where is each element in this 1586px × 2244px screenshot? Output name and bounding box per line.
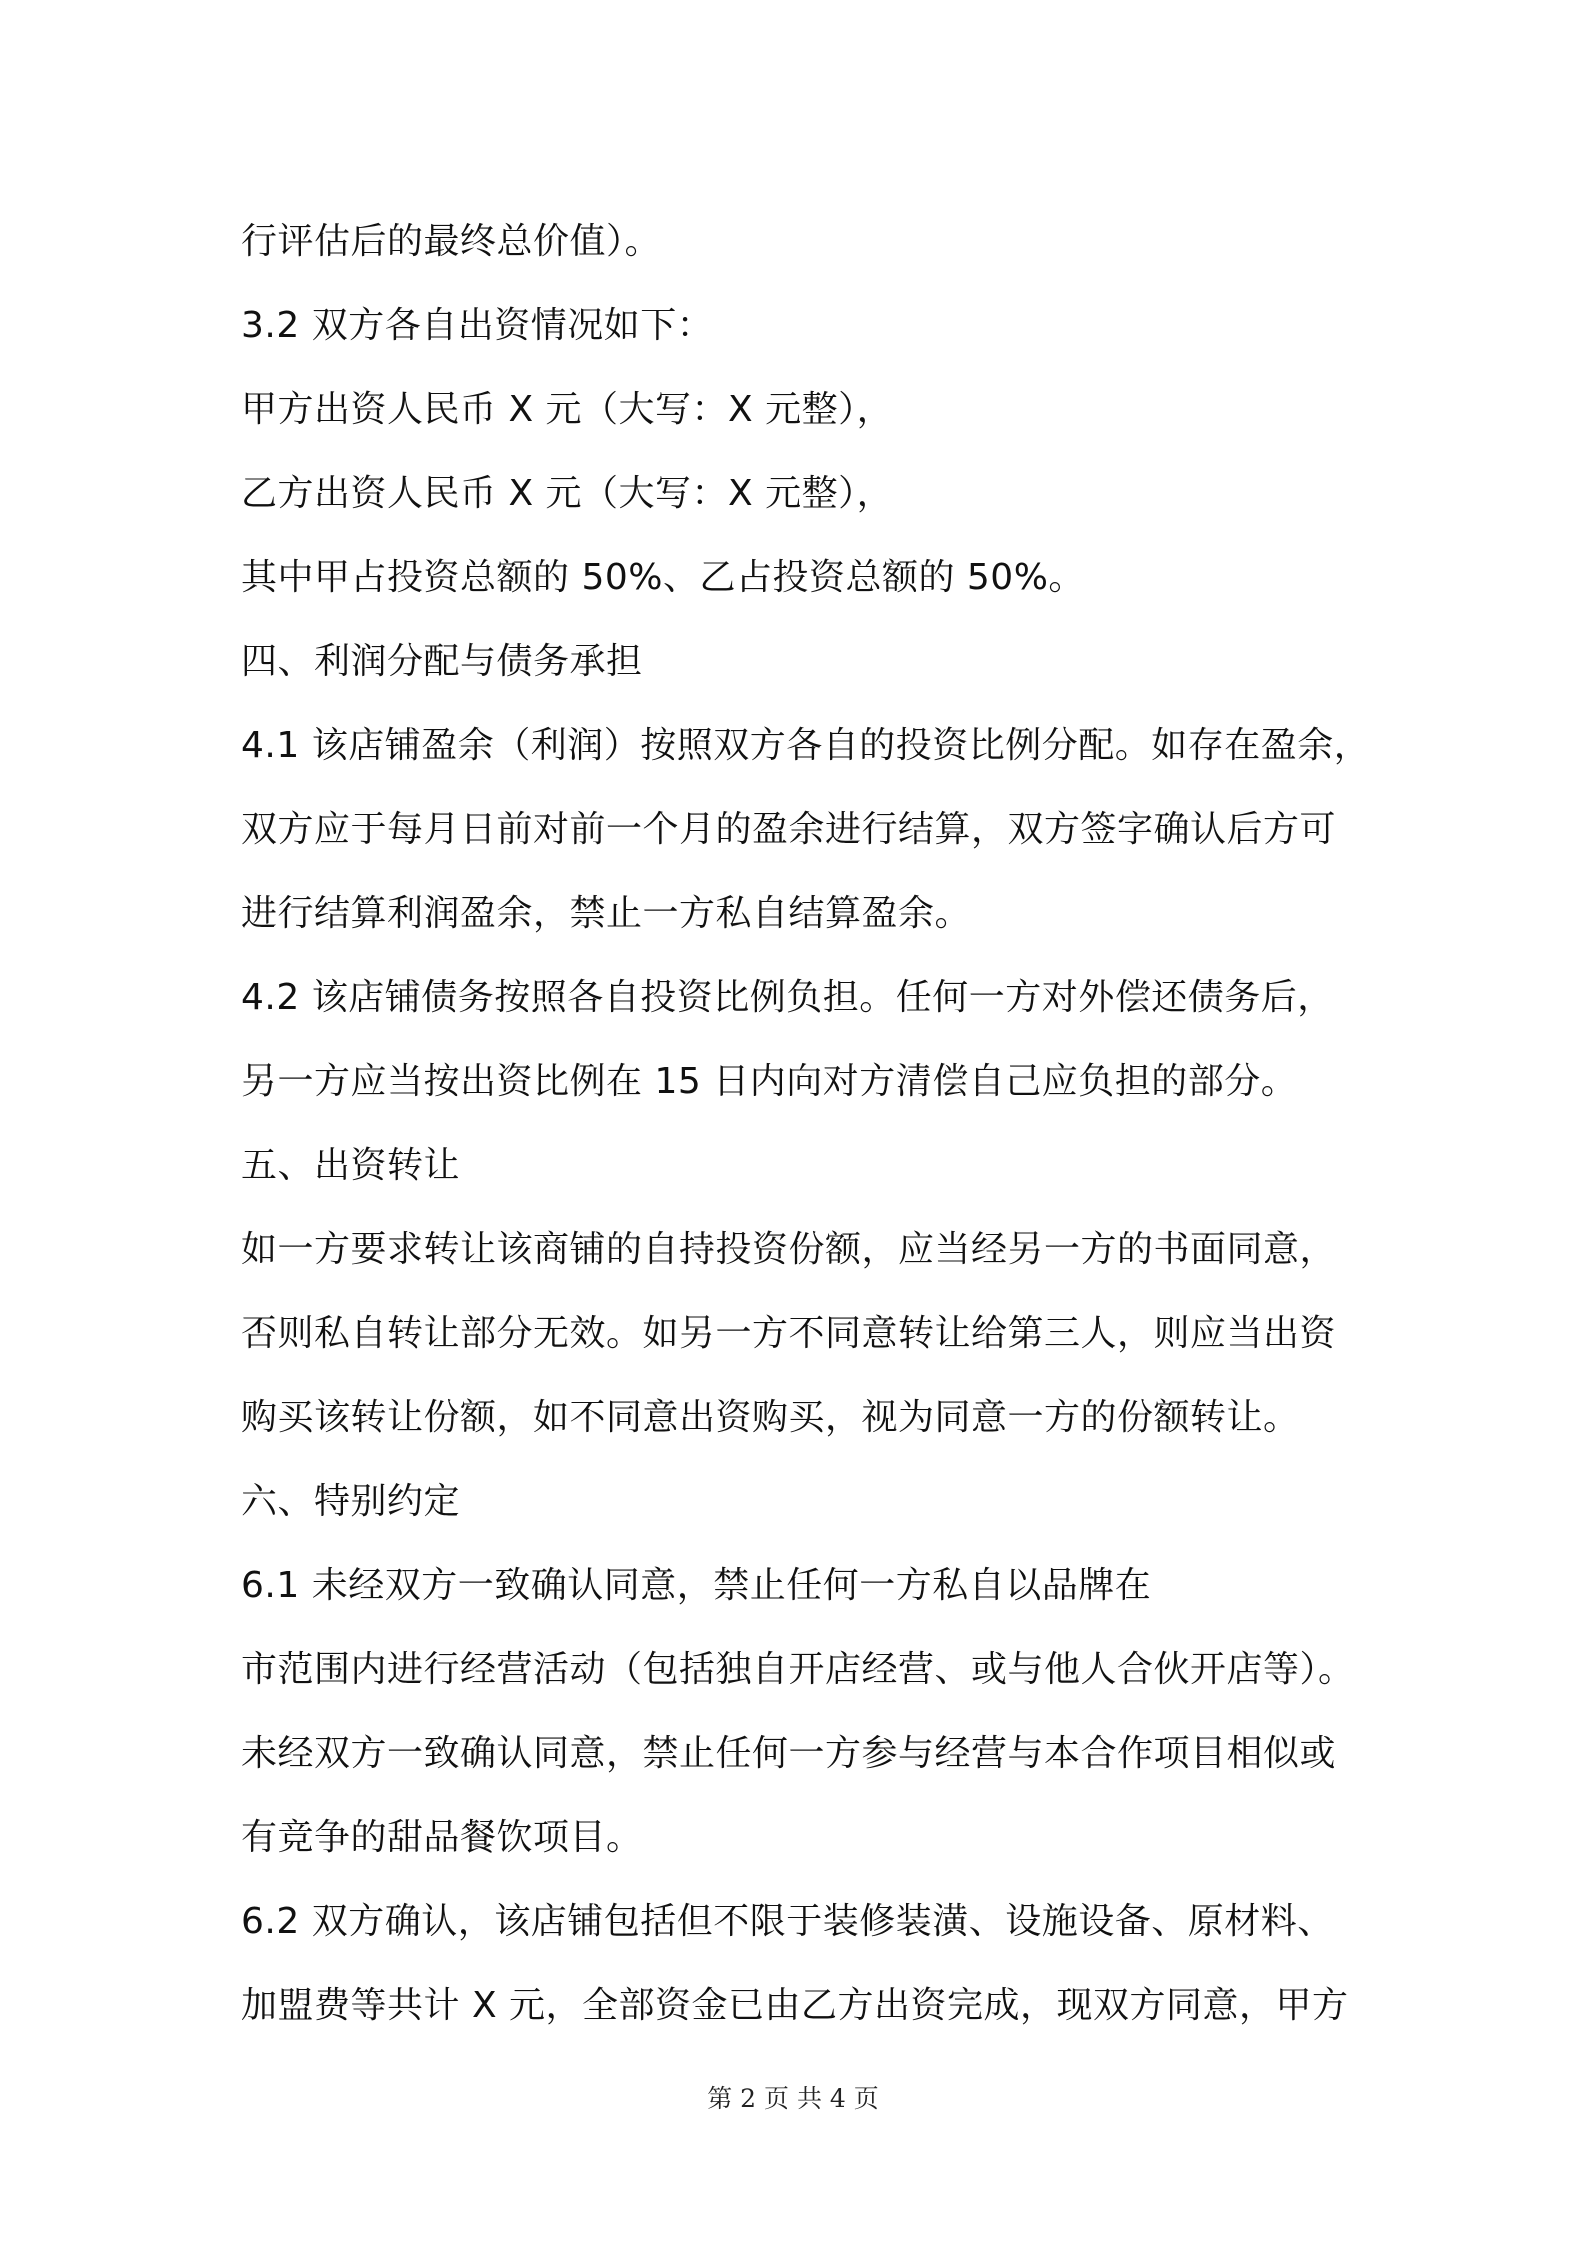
section-heading-5: 五、出资转让 [241, 1145, 461, 1186]
body-line: 市范围内进行经营活动（包括独自开店经营、或与他人合伙开店等）。 [241, 1649, 1355, 1690]
body-line: 未经双方一致确认同意，禁止任何一方参与经营与本合作项目相似或 [241, 1733, 1337, 1774]
document-body [241, 200, 1371, 2048]
body-line: 进行结算利润盈余，禁止一方私自结算盈余。 [241, 893, 972, 934]
body-line: 如一方要求转让该商铺的自持投资份额，应当经另一方的书面同意， [241, 1229, 1337, 1270]
body-line: 其中甲占投资总额的 50%、乙占投资总额的 50%。 [241, 557, 1085, 598]
body-line: 6.1 未经双方一致确认同意，禁止任何一方私自以品牌在 [241, 1565, 1152, 1606]
body-line: 乙方出资人民币 X 元（大写：X 元整）， [241, 473, 894, 514]
body-line: 4.1 该店铺盈余（利润）按照双方各自的投资比例分配。如存在盈余， [241, 725, 1371, 766]
body-line: 另一方应当按出资比例在 15 日内向对方清偿自己应负担的部分。 [241, 1061, 1298, 1102]
body-line: 4.2 该店铺债务按照各自投资比例负担。任何一方对外偿还债务后， [241, 977, 1334, 1018]
body-line: 否则私自转让部分无效。如另一方不同意转让给第三人，则应当出资 [241, 1313, 1337, 1354]
body-line: 双方应于每月日前对前一个月的盈余进行结算，双方签字确认后方可 [241, 809, 1337, 850]
body-line: 行评估后的最终总价值）。 [241, 221, 662, 262]
body-line: 有竞争的甜品餐饮项目。 [241, 1817, 643, 1858]
body-line: 购买该转让份额，如不同意出资购买，视为同意一方的份额转让。 [241, 1397, 1300, 1438]
section-heading-3-2: 3.2 双方各自出资情况如下： [241, 305, 714, 346]
body-line: 加盟费等共计 X 元，全部资金已由乙方出资完成，现双方同意，甲方 [241, 1985, 1349, 2026]
body-line: 6.2 双方确认，该店铺包括但不限于装修装潢、设施设备、原材料、 [241, 1901, 1334, 1942]
page-number-footer: 第 2 页 共 4 页 [707, 2084, 879, 2113]
section-heading-6: 六、特别约定 [241, 1481, 461, 1522]
body-line: 甲方出资人民币 X 元（大写：X 元整）， [241, 389, 894, 430]
section-heading-4: 四、利润分配与债务承担 [241, 641, 643, 682]
